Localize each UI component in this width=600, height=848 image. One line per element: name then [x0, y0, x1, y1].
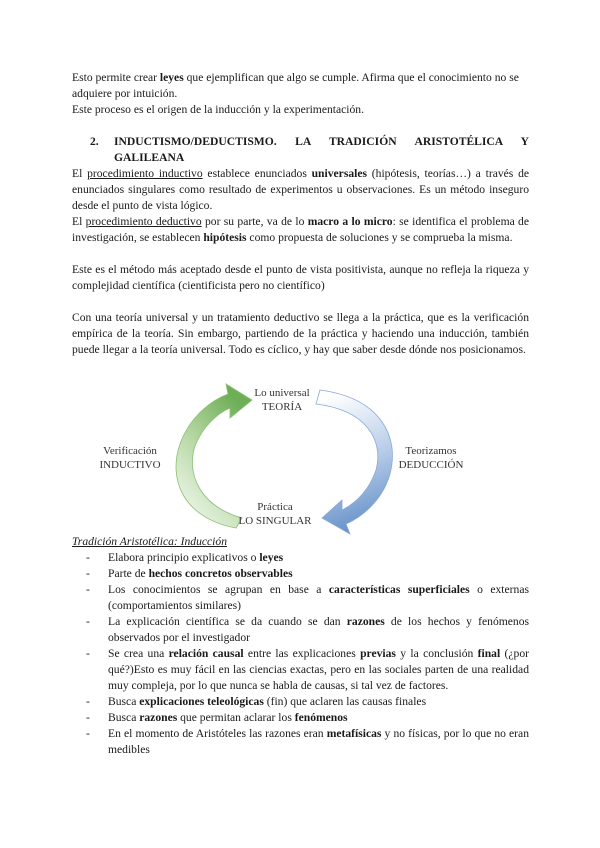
diagram-label-bottom: Práctica LO SINGULAR [238, 501, 312, 527]
list-item: - Los conocimientos se agrupan en base a características superficiales o externas (comportamientos similares) [86, 583, 529, 612]
section-title-line1: INDUCTISMO/DEDUCTISMO. LA TRADICIÓN ARISTOTÉLICA Y [114, 135, 529, 148]
inductivo-paragraph: El procedimiento inductivo establece enunciados universales (hipótesis, teorías…) a través de enunciados singulares como resultado de experimentos u observaciones. Es un método inseguro desde el punto de vista lógico. [72, 167, 530, 212]
positivista-paragraph: Este es el método más aceptado desde el punto de vista positivista, aunque no refleja la riqueza y complejidad científica (cientificista pero no científico) [72, 263, 529, 292]
list-item: - En el momento de Aristóteles las razones eran metafísicas y no físicas, por lo que no eran medibles [86, 727, 529, 756]
diagram-label-top: Lo universal TEORÍA [254, 387, 310, 413]
procedimiento-inductivo-term: procedimiento inductivo [87, 167, 203, 180]
tradicion-subtitle: Tradición Aristotélica: Inducción [72, 535, 227, 548]
diagram-label-right: Teorizamos DEDUCCIÓN [398, 445, 464, 471]
tradicion-list [86, 550, 529, 758]
cycle-diagram [60, 378, 540, 538]
diagram-label-left: Verificación INDUCTIVO [99, 445, 161, 471]
procedimiento-deductivo-term: procedimiento deductivo [85, 215, 202, 228]
deductivo-paragraph: El procedimiento deductivo por su parte, va de lo macro a lo micro: se identifica el problema de investigación, se establecen hipótesis como propuesta de soluciones y se comprueba la misma. [72, 215, 529, 244]
bold-leyes: leyes [159, 71, 184, 84]
section-title-line2: GALILEANA [114, 151, 185, 164]
section-number: 2. [90, 135, 99, 148]
list-item: - Parte de hechos concretos observables [86, 567, 293, 580]
list-item: - Busca razones que permitan aclarar los fenómenos [86, 711, 348, 724]
list-item: - Busca explicaciones teleológicas (fin) que aclaren las causas finales [86, 695, 427, 708]
intro-paragraph-1: Esto permite crear leyes que ejemplifican que algo se cumple. Afirma que el conocimiento no se adquiere por intuición. [72, 71, 519, 100]
list-item: - La explicación científica se da cuando se dan razones de los hechos y fenómenos observados por el investigador [86, 615, 530, 644]
intro-paragraph-2: Este proceso es el origen de la inducción y la experimentación. [72, 103, 364, 116]
list-item: - Elabora principio explicativos o leyes [86, 551, 284, 564]
section-heading [90, 134, 529, 166]
list-item: - Se crea una relación causal entre las explicaciones previas y la conclusión final (¿por qué?)Esto es muy fácil en las ciencias exactas, pero en las sociales parten de una realidad muy compleja, por lo que nunca se habla de causas, si tal vez de factores. [86, 647, 529, 692]
ciclo-paragraph: Con una teoría universal y un tratamiento deductivo se llega a la práctica, que es la verificación empírica de la teoría. Sin embargo, partiendo de la práctica y haciendo una inducción, también puede llegar a la teoría universal. Todo es cíclico, y hay que saber desde dónde nos posicionamos. [72, 311, 529, 356]
